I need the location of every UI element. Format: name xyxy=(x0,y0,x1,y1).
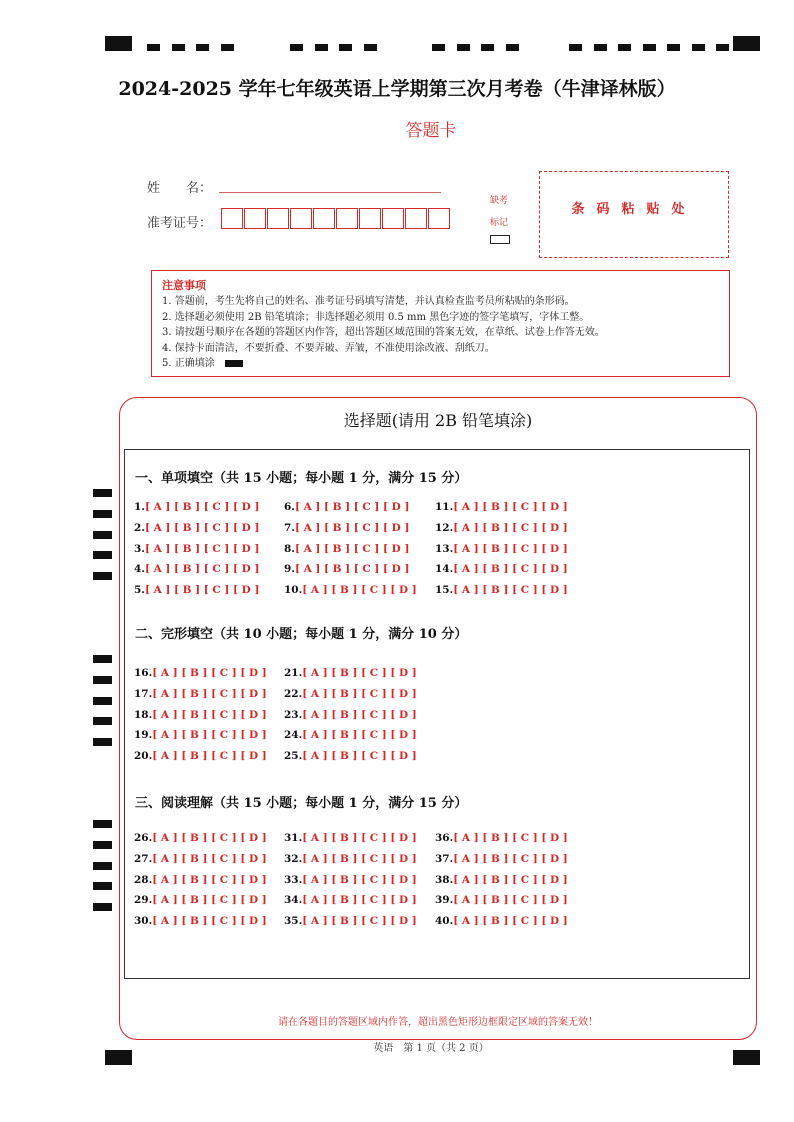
timing-dash xyxy=(196,44,209,51)
answer-row[interactable] xyxy=(284,667,417,679)
exam-id-digit-box[interactable] xyxy=(267,208,289,229)
answer-options[interactable]: [ A ] [ B ] [ C ] [ D ] xyxy=(453,584,568,597)
side-timing-mark xyxy=(93,510,112,518)
question-number: 31. xyxy=(284,832,303,844)
side-timing-mark xyxy=(93,717,112,725)
answer-row[interactable] xyxy=(134,688,267,700)
timing-dash xyxy=(290,44,303,51)
answer-row[interactable] xyxy=(435,543,568,555)
question-number: 16. xyxy=(134,667,153,679)
notes-item xyxy=(162,356,729,372)
question-number: 29. xyxy=(134,894,153,907)
exam-id-boxes[interactable] xyxy=(221,208,451,229)
question-number: 24. xyxy=(284,729,303,742)
timing-dash xyxy=(339,44,352,51)
timing-dash xyxy=(569,44,582,51)
answer-options[interactable]: [ A ] [ B ] [ C ] [ D ] xyxy=(453,563,568,576)
answer-row[interactable] xyxy=(435,915,568,927)
question-number: 33. xyxy=(284,873,303,886)
name-field[interactable] xyxy=(219,192,441,193)
answer-row[interactable] xyxy=(134,667,267,679)
answer-options[interactable]: [ A ] [ B ] [ C ] [ D ] xyxy=(302,667,417,679)
answer-options[interactable]: [ A ] [ B ] [ C ] [ D ] xyxy=(144,501,260,513)
answer-options[interactable]: [ A ] [ B ] [ C ] [ D ] xyxy=(302,584,417,597)
timing-dash xyxy=(643,44,656,51)
answer-options[interactable]: [ A ] [ B ] [ C ] [ D ] xyxy=(144,563,260,576)
answer-row[interactable] xyxy=(435,563,568,575)
answer-options[interactable]: [ A ] [ B ] [ C ] [ D ] xyxy=(302,750,417,763)
notes-box xyxy=(151,270,730,377)
answer-options[interactable]: [ A ] [ B ] [ C ] [ D ] xyxy=(302,729,417,742)
barcode-area xyxy=(539,171,729,258)
absent-mark-label-line-2: 标记 xyxy=(489,218,508,228)
answer-row[interactable] xyxy=(284,584,417,596)
timing-dash xyxy=(432,44,445,51)
section-heading: 一、单项填空（共 15 小题；每小题 1 分，满分 15 分） xyxy=(135,471,468,486)
answer-row[interactable] xyxy=(284,729,417,741)
barcode-label: 条码粘贴处 xyxy=(571,202,697,217)
exam-id-label: 准考证号： xyxy=(147,216,213,231)
answer-options[interactable]: [ A ] [ B ] [ C ] [ D ] xyxy=(152,852,267,865)
answer-row[interactable] xyxy=(435,584,568,596)
question-number: 9. xyxy=(284,563,295,576)
answer-row[interactable] xyxy=(134,853,267,865)
notes-title: 注意事项 xyxy=(162,279,206,292)
answer-options[interactable]: [ A ] [ B ] [ C ] [ D ] xyxy=(302,894,417,907)
answer-row[interactable] xyxy=(134,563,259,575)
answer-options[interactable]: [ A ] [ B ] [ C ] [ D ] xyxy=(294,542,410,555)
answer-options[interactable]: [ A ] [ B ] [ C ] [ D ] xyxy=(294,501,410,513)
answer-row[interactable] xyxy=(284,894,417,906)
answer-row[interactable] xyxy=(134,543,259,555)
answer-row[interactable] xyxy=(284,688,417,700)
question-number: 18. xyxy=(134,708,153,721)
answer-options[interactable]: [ A ] [ B ] [ C ] [ D ] xyxy=(152,832,267,844)
page-title: 2024-2025 学年七年级英语上学期第三次月考卷（牛津译林版） xyxy=(118,78,676,100)
corner-mark-top-left xyxy=(105,36,132,51)
absent-mark-box[interactable] xyxy=(490,235,510,244)
question-number: 23. xyxy=(284,708,303,721)
answer-row[interactable] xyxy=(284,874,417,886)
side-timing-mark xyxy=(93,903,112,911)
answer-row[interactable] xyxy=(435,894,568,906)
answer-options[interactable]: [ A ] [ B ] [ C ] [ D ] xyxy=(144,521,260,534)
question-number: 25. xyxy=(284,750,303,763)
notes-item: 4. 保持卡面清洁，不要折叠、不要弄破、弄皱，不准使用涂改液、刮纸刀。 xyxy=(162,342,495,354)
answer-row[interactable] xyxy=(134,750,267,762)
answer-options[interactable]: [ A ] [ B ] [ C ] [ D ] xyxy=(302,832,417,844)
question-number: 3. xyxy=(134,542,145,555)
side-timing-mark xyxy=(93,841,112,849)
side-timing-mark xyxy=(93,489,112,497)
footer-warning: 请在各题目的答题区域内作答，超出黑色矩形边框限定区域的答案无效！ xyxy=(278,1017,598,1028)
side-timing-mark xyxy=(93,655,112,663)
answer-row[interactable] xyxy=(134,709,267,721)
question-number: 13. xyxy=(435,542,454,555)
section-heading: 二、完形填空（共 10 小题；每小题 1 分，满分 10 分） xyxy=(135,627,468,642)
timing-dash xyxy=(315,44,328,51)
answer-row[interactable] xyxy=(284,543,409,555)
answer-options[interactable]: [ A ] [ B ] [ C ] [ D ] xyxy=(302,687,417,700)
answer-row[interactable] xyxy=(284,853,417,865)
exam-id-digit-box[interactable] xyxy=(382,208,404,229)
answer-row[interactable] xyxy=(134,894,267,906)
timing-dash xyxy=(481,44,494,51)
timing-dash xyxy=(364,44,377,51)
answer-options[interactable]: [ A ] [ B ] [ C ] [ D ] xyxy=(152,894,267,907)
answer-options[interactable]: [ A ] [ B ] [ C ] [ D ] xyxy=(453,894,568,907)
answer-options[interactable]: [ A ] [ B ] [ C ] [ D ] xyxy=(152,667,267,679)
absent-mark-label-line-1: 缺考 xyxy=(489,196,508,206)
absent-mark-label xyxy=(485,190,513,234)
corner-mark-top-right xyxy=(733,36,760,51)
answer-row[interactable] xyxy=(284,501,409,513)
answer-row[interactable] xyxy=(134,915,267,927)
question-number: 10. xyxy=(284,584,303,597)
question-number: 19. xyxy=(134,729,153,742)
question-number: 32. xyxy=(284,852,303,865)
answer-card-label: 答题卡 xyxy=(405,121,457,141)
side-timing-mark xyxy=(93,820,112,828)
exam-id-digit-box[interactable] xyxy=(313,208,335,229)
answer-row[interactable] xyxy=(284,832,417,844)
question-number: 39. xyxy=(435,894,454,907)
side-timing-mark xyxy=(93,882,112,890)
answer-options[interactable]: [ A ] [ B ] [ C ] [ D ] xyxy=(453,852,568,865)
question-number: 5. xyxy=(134,584,145,597)
timing-dash xyxy=(147,44,160,51)
answer-options[interactable]: [ A ] [ B ] [ C ] [ D ] xyxy=(152,873,267,886)
timing-dash xyxy=(221,44,234,51)
answer-row[interactable] xyxy=(134,832,267,844)
question-number: 20. xyxy=(134,750,153,763)
answer-options[interactable]: [ A ] [ B ] [ C ] [ D ] xyxy=(144,584,260,597)
question-number: 14. xyxy=(435,563,454,576)
answer-options[interactable]: [ A ] [ B ] [ C ] [ D ] xyxy=(144,542,260,555)
notes-item: 3. 请按题号顺序在各题的答题区内作答，超出答题区域范围的答案无效，在草纸、试卷上作答无效。 xyxy=(162,327,605,338)
answer-options[interactable]: [ A ] [ B ] [ C ] [ D ] xyxy=(453,521,568,534)
question-number: 2. xyxy=(134,521,145,534)
timing-dash xyxy=(506,44,519,51)
question-number: 37. xyxy=(435,852,454,865)
answer-row[interactable] xyxy=(435,874,568,886)
answer-options[interactable]: [ A ] [ B ] [ C ] [ D ] xyxy=(152,687,267,700)
question-number: 26. xyxy=(134,832,153,844)
answer-row[interactable] xyxy=(435,853,568,865)
exam-id-digit-box[interactable] xyxy=(290,208,312,229)
answer-row[interactable] xyxy=(435,522,568,534)
question-number: 36. xyxy=(435,832,454,844)
answer-options[interactable]: [ A ] [ B ] [ C ] [ D ] xyxy=(453,542,568,555)
answer-row[interactable] xyxy=(134,874,267,886)
answer-options[interactable]: [ A ] [ B ] [ C ] [ D ] xyxy=(453,832,568,844)
exam-id-digit-box[interactable] xyxy=(244,208,266,229)
exam-id-digit-box[interactable] xyxy=(359,208,381,229)
question-number: 7. xyxy=(284,521,295,534)
question-number: 11. xyxy=(435,501,454,513)
side-timing-mark xyxy=(93,697,112,705)
answer-row[interactable] xyxy=(284,522,409,534)
timing-dash xyxy=(692,44,705,51)
answer-options[interactable]: [ A ] [ B ] [ C ] [ D ] xyxy=(302,708,417,721)
question-number: 38. xyxy=(435,873,454,886)
timing-dash xyxy=(172,44,185,51)
side-timing-mark xyxy=(93,551,112,559)
question-number: 8. xyxy=(284,542,295,555)
question-number: 12. xyxy=(435,521,454,534)
section-heading: 三、阅读理解（共 15 小题；每小题 1 分，满分 15 分） xyxy=(135,796,468,811)
question-number: 1. xyxy=(134,501,145,513)
answer-options[interactable]: [ A ] [ B ] [ C ] [ D ] xyxy=(302,873,417,886)
notes-item: 2. 选择题必须使用 2B 铅笔填涂；非选择题必须用 0.5 mm 黑色字迹的签字笔填写，字体工整。 xyxy=(162,311,590,323)
answer-row[interactable] xyxy=(284,750,417,762)
notes-item: 1. 答题前，考生先将自己的姓名、准考证号码填写清楚，并认真检查监考员所粘贴的条形码。 xyxy=(162,296,575,307)
timing-dash xyxy=(618,44,631,51)
question-number: 27. xyxy=(134,852,153,865)
question-number: 4. xyxy=(134,563,145,576)
answer-options[interactable]: [ A ] [ B ] [ C ] [ D ] xyxy=(453,873,568,886)
question-number: 22. xyxy=(284,687,303,700)
timing-dash xyxy=(716,44,729,51)
page-number: 英语 第 1 页（共 2 页） xyxy=(373,1043,489,1054)
answer-row[interactable] xyxy=(284,709,417,721)
name-label: 姓 名： xyxy=(147,181,213,196)
question-number: 15. xyxy=(435,584,454,597)
side-timing-mark xyxy=(93,862,112,870)
answer-options[interactable]: [ A ] [ B ] [ C ] [ D ] xyxy=(152,915,267,928)
answer-row[interactable] xyxy=(134,729,267,741)
question-number: 6. xyxy=(284,501,295,513)
answer-options[interactable]: [ A ] [ B ] [ C ] [ D ] xyxy=(152,729,267,742)
question-number: 17. xyxy=(134,687,153,700)
answer-options[interactable]: [ A ] [ B ] [ C ] [ D ] xyxy=(453,915,568,928)
answer-row[interactable] xyxy=(435,501,568,513)
exam-id-digit-box[interactable] xyxy=(221,208,243,229)
answer-row[interactable] xyxy=(134,501,259,513)
side-timing-mark xyxy=(93,531,112,539)
question-number: 21. xyxy=(284,667,303,679)
choice-area-title: 选择题(请用 2B 铅笔填涂) xyxy=(343,411,533,430)
notes-item-text: 5. 正确填涂 xyxy=(162,358,215,369)
side-timing-mark xyxy=(93,572,112,580)
timing-dash xyxy=(667,44,680,51)
question-number: 40. xyxy=(435,915,454,928)
exam-id-digit-box[interactable] xyxy=(405,208,427,229)
answer-row[interactable] xyxy=(284,915,417,927)
timing-dash xyxy=(457,44,470,51)
timing-dash xyxy=(594,44,607,51)
correct-fill-sample xyxy=(225,360,243,367)
answer-options[interactable]: [ A ] [ B ] [ C ] [ D ] xyxy=(294,521,410,534)
side-timing-mark xyxy=(93,676,112,684)
side-timing-mark xyxy=(93,738,112,746)
answer-row[interactable] xyxy=(134,522,259,534)
exam-id-digit-box[interactable] xyxy=(336,208,358,229)
answer-row[interactable] xyxy=(435,832,568,844)
answer-options[interactable]: [ A ] [ B ] [ C ] [ D ] xyxy=(152,708,267,721)
exam-id-digit-box[interactable] xyxy=(428,208,450,229)
answer-options[interactable]: [ A ] [ B ] [ C ] [ D ] xyxy=(302,852,417,865)
question-number: 35. xyxy=(284,915,303,928)
answer-options[interactable]: [ A ] [ B ] [ C ] [ D ] xyxy=(453,501,568,513)
answer-row[interactable] xyxy=(284,563,409,575)
question-number: 30. xyxy=(134,915,153,928)
answer-row[interactable] xyxy=(134,584,259,596)
answer-options[interactable]: [ A ] [ B ] [ C ] [ D ] xyxy=(302,915,417,928)
question-number: 34. xyxy=(284,894,303,907)
question-number: 28. xyxy=(134,873,153,886)
answer-options[interactable]: [ A ] [ B ] [ C ] [ D ] xyxy=(152,750,267,763)
answer-options[interactable]: [ A ] [ B ] [ C ] [ D ] xyxy=(294,563,410,576)
